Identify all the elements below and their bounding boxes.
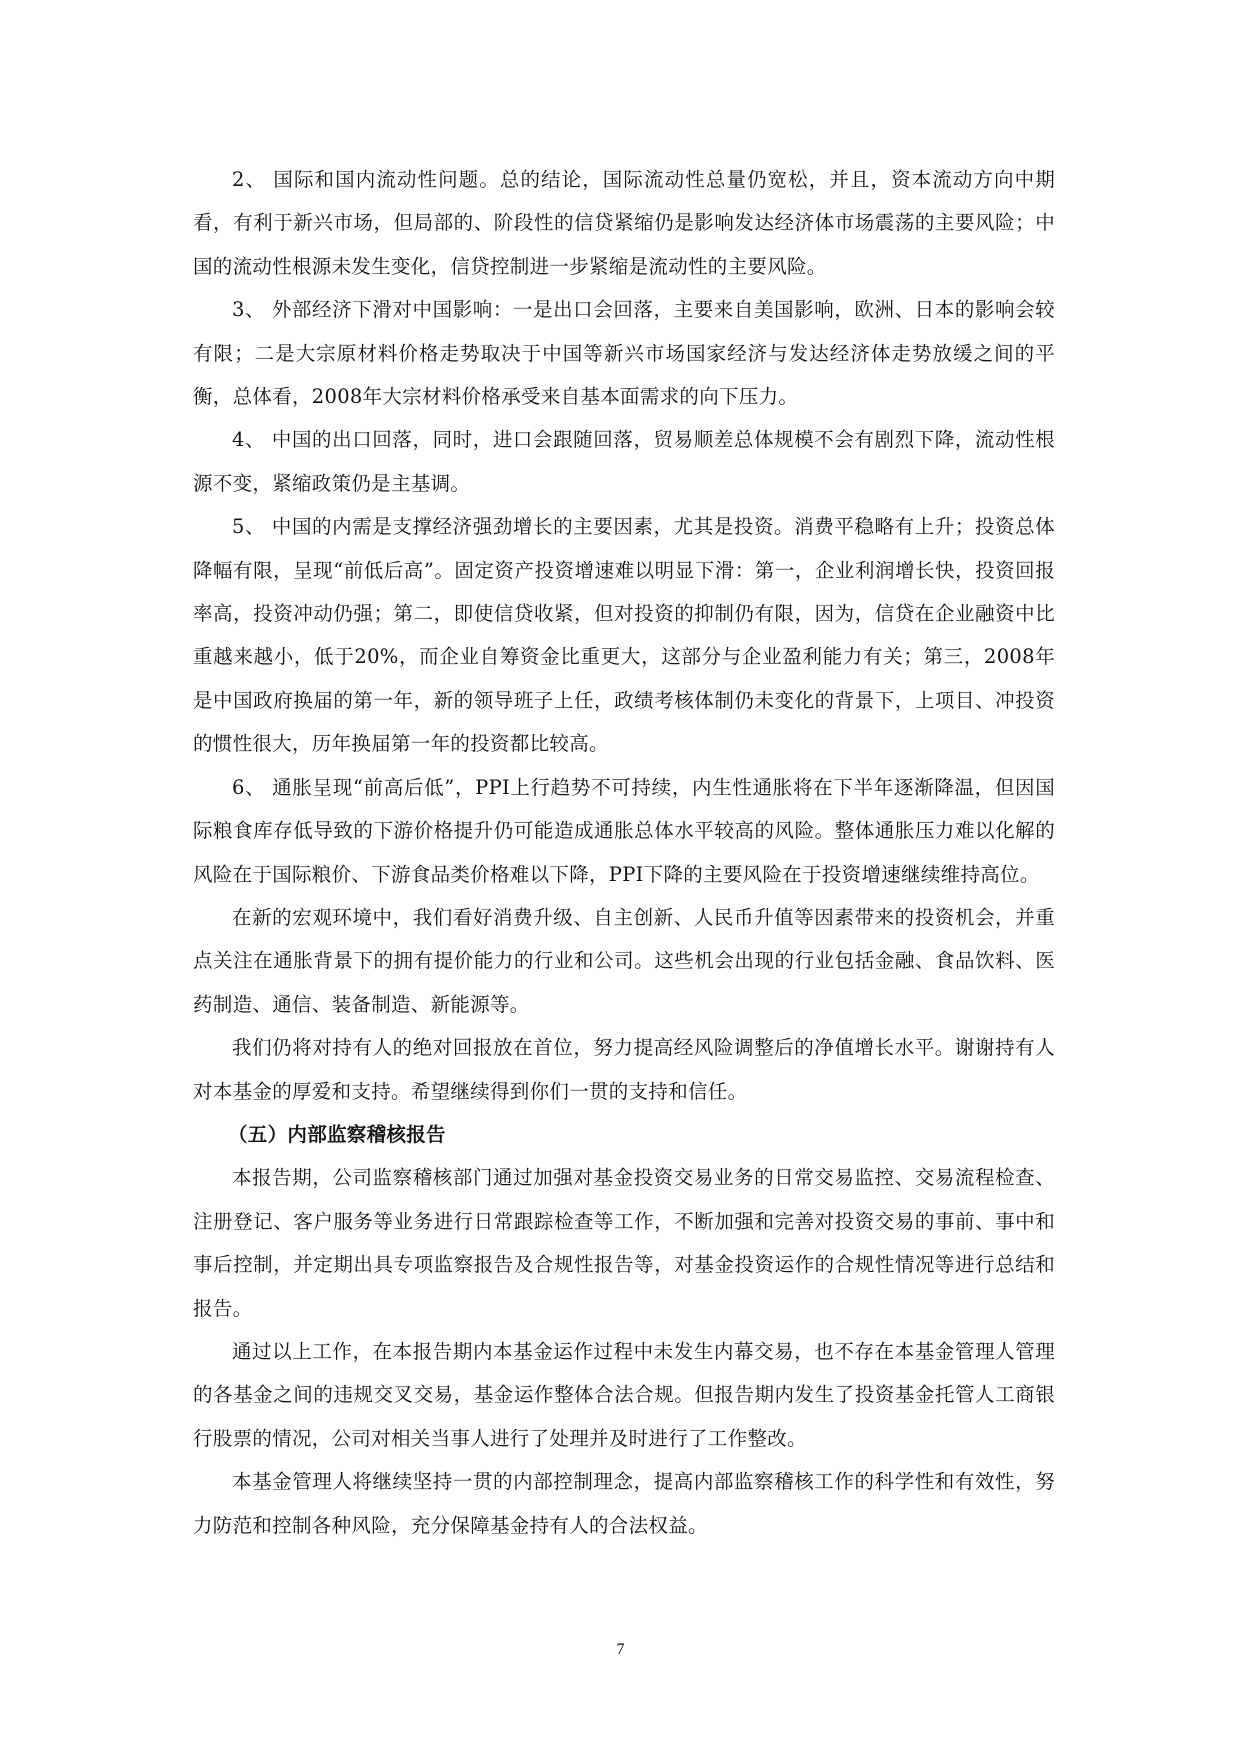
paragraph-domestic-demand: 5、 中国的内需是支撑经济强劲增长的主要因素，尤其是投资。消费平稳略有上升；投资总体降幅有限，呈现“前低后高”。固定资产投资增速难以明显下滑：第一，企业利润增长快，投资回报率高，投资冲动仍强；第二，即使信贷收紧，但对投资的抑制仍有限，因为，信贷在企业融资中比重越来越小，低于20%，而企业自筹资金比重更大，这部分与企业盈利能力有关；第三，2008年是中国政府换届的第一年，新的领导班子上任，政绩考核体制仍未变化的背景下，上项目、冲投资的惯性很大，历年换届第一年的投资都比较高。	[193, 515, 1055, 756]
paragraph-inflation: 6、 通胀呈现“前高后低”，PPI上行趋势不可持续，内生性通胀将在下半年逐渐降温，但因国际粮食库存低导致的下游价格提升仍可能造成通胀总体水平较高的风险。整体通胀压力难以化解的风险在于国际粮价、下游食品类价格难以下降，PPI下降的主要风险在于投资增速继续维持高位。	[193, 775, 1055, 886]
paragraph-audit-results: 通过以上工作，在本报告期内本基金运作过程中未发生内幕交易，也不存在本基金管理人管理的各基金之间的违规交叉交易，基金运作整体合法合规。但报告期内发生了投资基金托管人工商银行股票的情况，公司对相关当事人进行了处理并及时进行了工作整改。	[193, 1339, 1055, 1450]
paragraph-external-economy: 3、 外部经济下滑对中国影响：一是出口会回落，主要来自美国影响，欧洲、日本的影响会较有限；二是大宗原材料价格走势取决于中国等新兴市场国家经济与发达经济体走势放缓之间的平衡，总体看，2008年大宗材料价格承受来自基本面需求的向下压力。	[193, 298, 1055, 409]
paragraph-holders-returns: 我们仍将对持有人的绝对回报放在首位，努力提高经风险调整后的净值增长水平。谢谢持有人对本基金的厚爱和支持。希望继续得到你们一贯的支持和信任。	[193, 1036, 1055, 1103]
page-content	[193, 158, 1055, 1547]
section-heading-internal-audit: （五）内部监察稽核报告	[228, 1122, 446, 1146]
page-number: 7	[616, 1641, 625, 1658]
paragraph-international-liquidity: 2、 国际和国内流动性问题。总的结论，国际流动性总量仍宽松，并且，资本流动方向中期看，有利于新兴市场，但局部的、阶段性的信贷紧缩仍是影响发达经济体市场震荡的主要风险；中国的流动性根源未发生变化，信贷控制进一步紧缩是流动性的主要风险。	[193, 168, 1055, 278]
paragraph-exports: 4、 中国的出口回落，同时，进口会跟随回落，贸易顺差总体规模不会有剧烈下降，流动性根源不变，紧缩政策仍是主基调。	[193, 428, 1055, 495]
paragraph-audit-commitment: 本基金管理人将继续坚持一贯的内部控制理念，提高内部监察稽核工作的科学性和有效性，努力防范和控制各种风险，充分保障基金持有人的合法权益。	[193, 1470, 1055, 1537]
paragraph-audit-activities: 本报告期，公司监察稽核部门通过加强对基金投资交易业务的日常交易监控、交易流程检查、注册登记、客户服务等业务进行日常跟踪检查等工作，不断加强和完善对投资交易的事前、事中和事后控制，并定期出具专项监察报告及合规性报告等，对基金投资运作的合规性情况等进行总结和报告。	[193, 1166, 1055, 1320]
paragraph-investment-opportunities: 在新的宏观环境中，我们看好消费升级、自主创新、人民币升值等因素带来的投资机会，并重点关注在通胀背景下的拥有提价能力的行业和公司。这些机会出现的行业包括金融、食品饮料、医药制造、通信、装备制造、新能源等。	[193, 905, 1055, 1016]
